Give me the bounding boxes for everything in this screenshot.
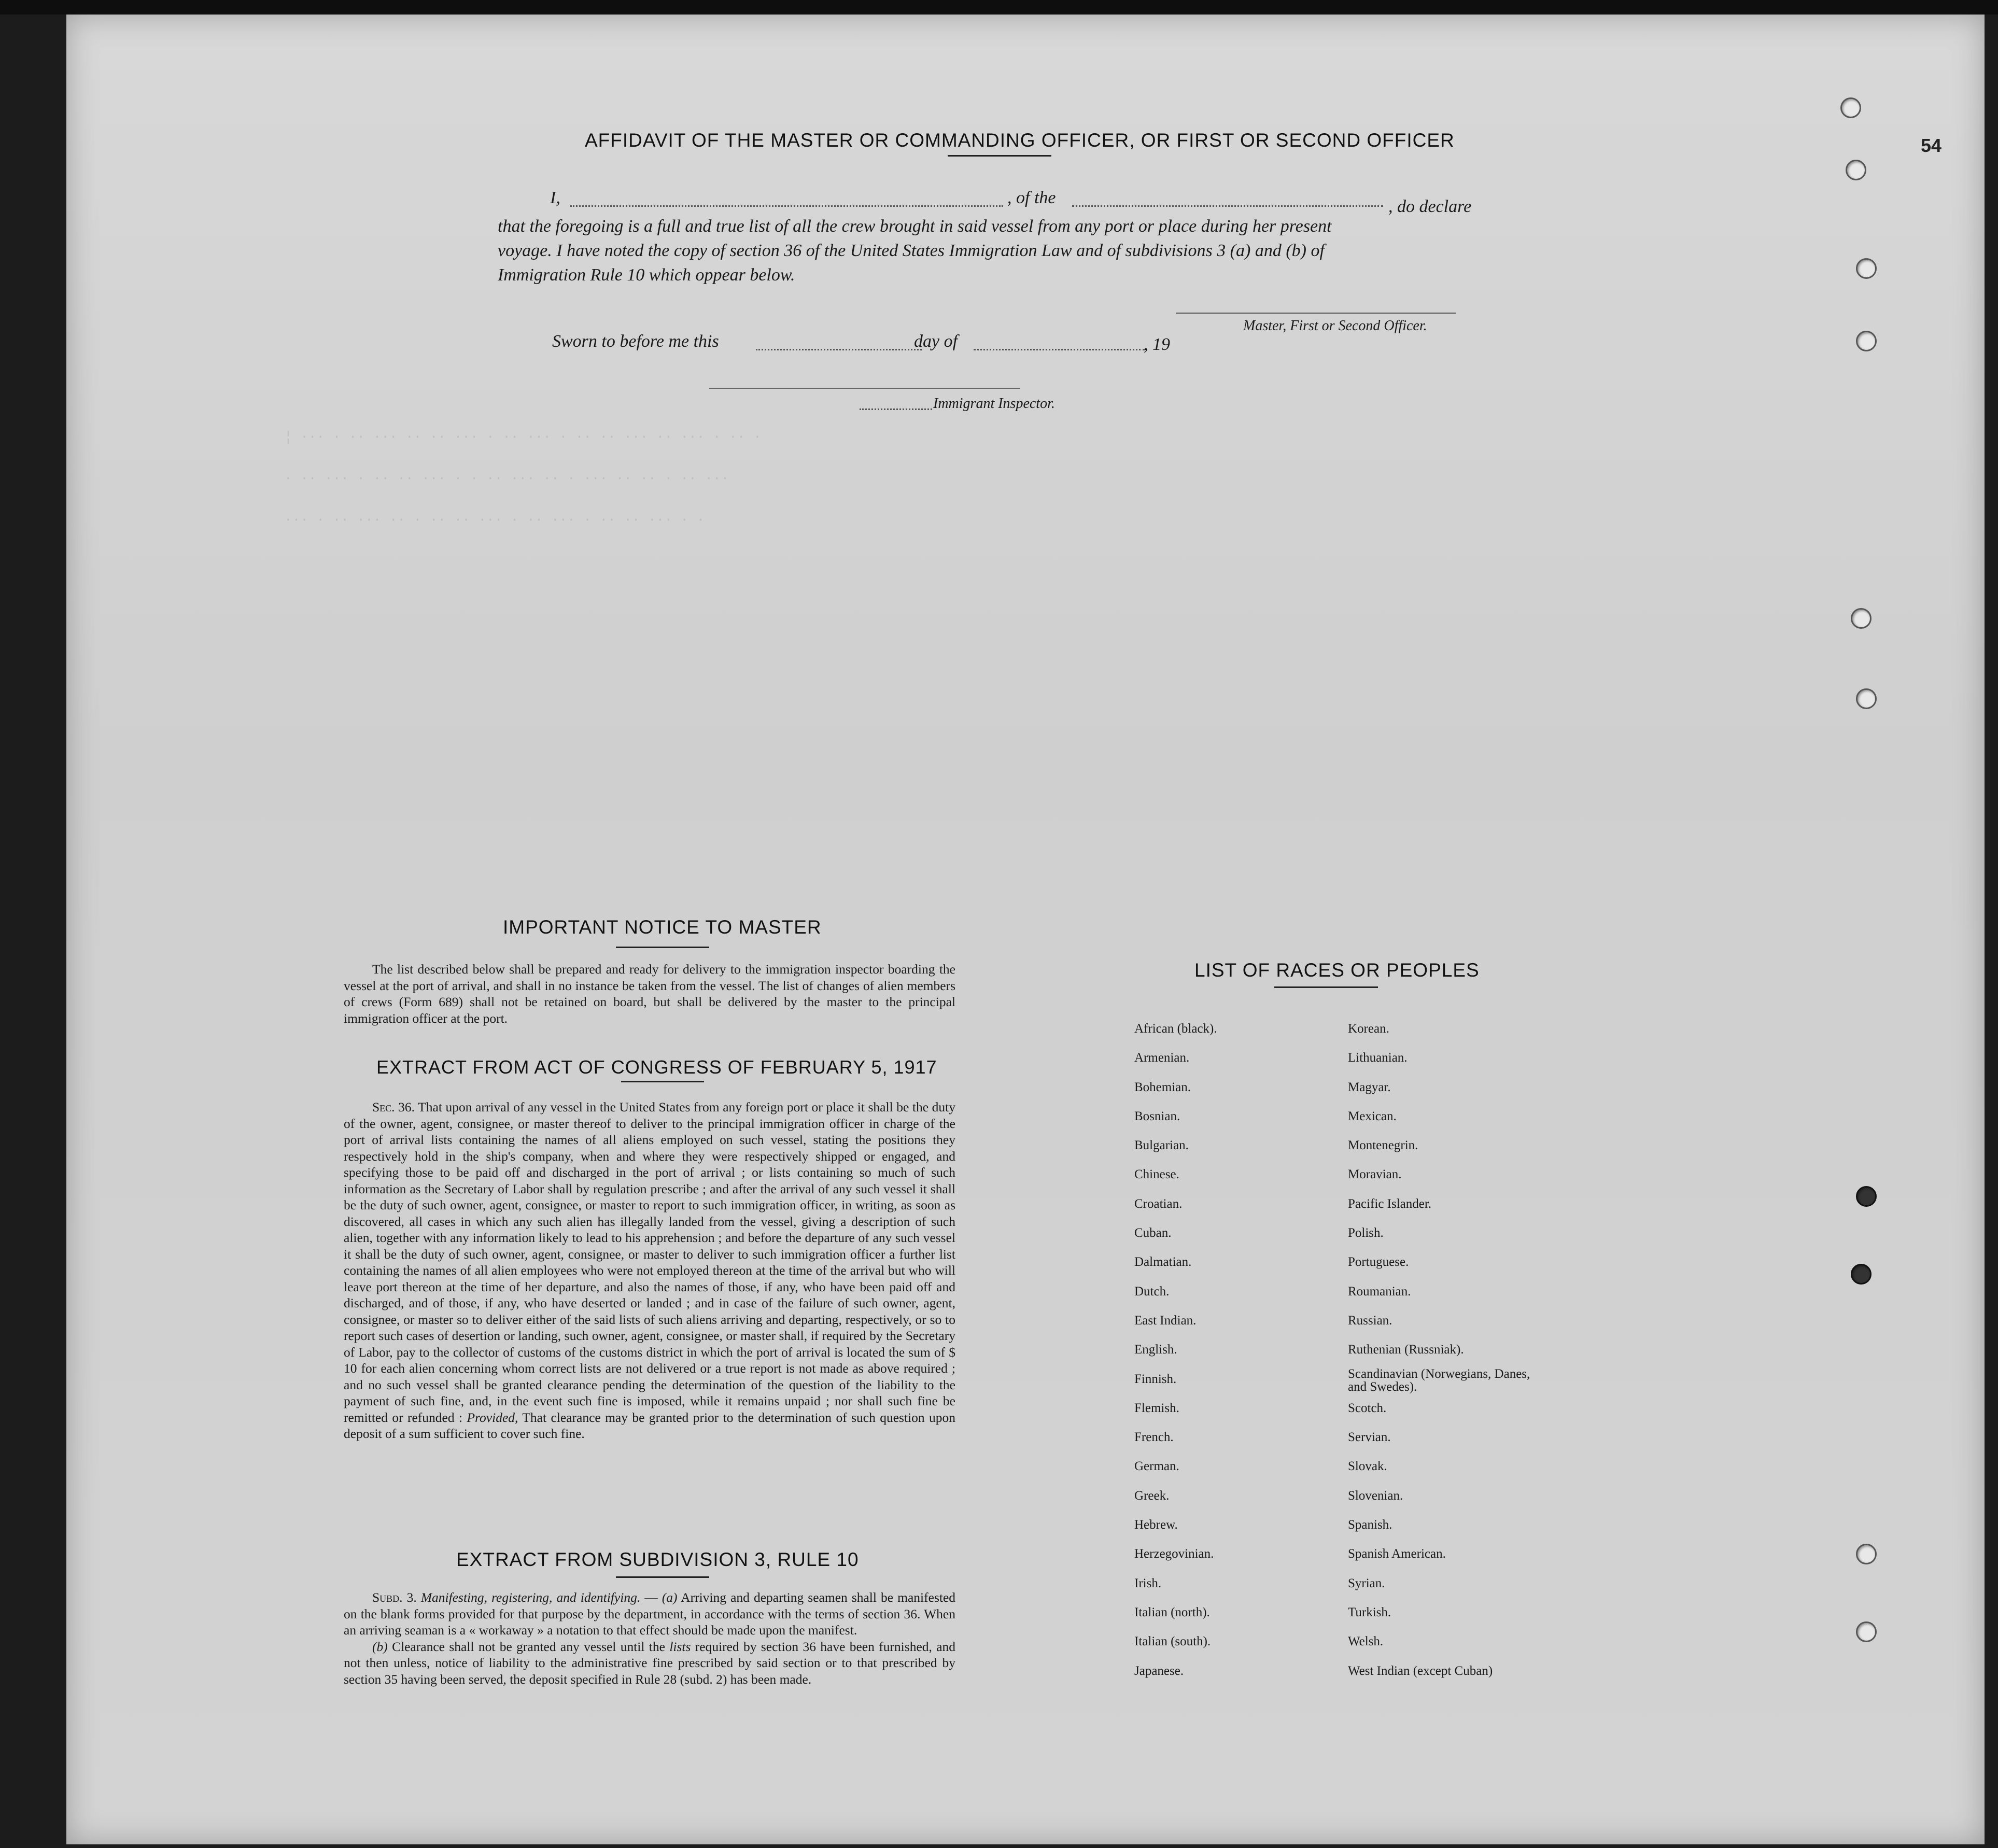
race-item: Moravian. [1348,1167,1402,1182]
race-item: Montenegrin. [1348,1138,1418,1153]
race-item: Magyar. [1348,1080,1391,1094]
name-blank[interactable] [570,205,1003,207]
affidavit-declare-label: , do declare [1388,197,1472,216]
para-b-text-1: Clearance shall not be granted any vessel until the [392,1639,665,1654]
race-item: Ruthenian (Russniak). [1348,1343,1464,1357]
affidavit-title: AFFIDAVIT OF THE MASTER OR COMMANDING OFFICER, OR FIRST OR SECOND OFFICER [585,130,1455,151]
races-title: LIST OF RACES OR PEOPLES [1194,960,1480,981]
race-item: Irish. [1134,1576,1162,1590]
race-item: Dutch. [1134,1284,1170,1299]
affidavit-line-3: voyage. I have noted the copy of section 36 of the United States Immigration Law and of subdivisions 3 (a) and (b) of [498,241,1325,260]
race-item: Portuguese. [1348,1255,1409,1269]
race-item: Servian. [1348,1430,1391,1445]
race-item: Spanish. [1348,1518,1392,1532]
race-item: Japanese. [1134,1663,1184,1678]
sworn-label: Sworn to before me this [552,332,719,351]
bleed-through-text: ¦ ··· · ·· ··· ·· ·· ··· · ·· ··· · ·· ·· ··· ·· ··· · ·· · [284,429,762,445]
page-number: 54 [1921,135,1942,156]
race-item: Italian (north). [1134,1605,1210,1619]
binder-hole [1856,1544,1877,1564]
race-item: Italian (south). [1134,1634,1211,1649]
notice-title: IMPORTANT NOTICE TO MASTER [503,916,822,938]
race-item: African (black). [1134,1022,1217,1036]
race-item: Flemish. [1134,1401,1179,1415]
affidavit-i-label: I, [550,188,560,207]
sworn-day-blank[interactable] [756,349,922,350]
races-column-2 [1348,1014,1545,1686]
para-b-label: (b) [372,1639,388,1654]
day-of-label: day of [914,332,958,351]
manifest-page [66,15,1985,1844]
binder-hole [1856,688,1877,709]
act-extract-title: EXTRACT FROM ACT OF CONGRESS OF FEBRUARY 5, 1917 [376,1056,937,1078]
binder-hole [1840,97,1861,118]
notice-text: The list described below shall be prepared and ready for delivery to the immigration inspector boarding the vessel at the port of arrival, and shall in no instance be taken from the vessel. The list of changes of alien members of crews (Form 689) shall not be retained on board, but shall be delivered by the master to the principal immigration officer at the port. [344,962,955,1026]
para-b-text-2: required by section 36 have been furnished, and not then unless, notice of liability to the administrative fine prescribed by said section or to that prescribed by section 35 having been served, the deposit specified in Rule 28 (subd. 2) has been made. [344,1639,956,1687]
rule-extract-title: EXTRACT FROM SUBDIVISION 3, RULE 10 [456,1549,859,1570]
race-item: Russian. [1348,1313,1392,1328]
race-item: Bohemian. [1134,1080,1191,1094]
bleed-through-text: ··· · ·· ··· ·· · ·· ·· ··· · ·· ··· · ·· ·· ··· · · [284,512,705,528]
rule-extract-text: Subd. 3. Manifesting, registering, and identifying. — (a) Arriving and departing seamen shall be manifested on the blank forms provided for that purpose by the department, in accordance with the terms of section 36. When an arriving seaman is a « workaway » a notation to that effect should be made upon the manifest. (b) Clearance shall not be granted any vessel until the lists required by section 36 have been furnished, and not then unless, notice of liability to the administrative fine prescribed by said section or to that prescribed by section 35 having been served, the deposit specified in Rule 28 (subd. 2) has been made. [344,1590,956,1687]
para-b-lists: lists [669,1639,691,1654]
sec-36-end: That clearance may be granted prior to the determination of such question upon deposit of a sum sufficient to cover such fine. [344,1409,956,1441]
race-item: Bosnian. [1134,1109,1180,1123]
master-signature-line [1176,313,1456,314]
title-underline [616,1576,709,1578]
binder-hole [1856,1186,1877,1207]
title-underline [621,1081,704,1082]
binder-hole [1856,1621,1877,1642]
master-signature-label: Master, First or Second Officer. [1243,318,1427,334]
sec-36-label: Sec. 36. [372,1099,415,1115]
race-item: Hebrew. [1134,1518,1178,1532]
race-item: Slovenian. [1348,1488,1403,1503]
race-item: Spanish American. [1348,1547,1446,1561]
affidavit-line-2: that the foregoing is a full and true list of all the crew brought in said vessel from any port or place during her present [498,217,1332,236]
race-item: Dalmatian. [1134,1255,1192,1269]
binder-hole [1846,160,1866,180]
inspector-blank[interactable] [860,408,932,410]
race-item: Syrian. [1348,1576,1385,1590]
race-item: Pacific Islander. [1348,1196,1432,1211]
subd-title: Manifesting, registering, and identifying. [420,1590,641,1605]
race-item: Slovak. [1348,1459,1387,1474]
bleed-through-text: · ·· ··· · ·· ·· ··· · · ·· ··· ·· · ··· ·· ·· · ·· ··· [284,471,729,486]
title-underline [1274,986,1378,988]
race-item: West Indian (except Cuban) [1348,1663,1493,1678]
race-item: Finnish. [1134,1372,1177,1386]
race-item: Turkish. [1348,1605,1391,1619]
binder-hole [1856,331,1877,351]
sec-36-body: That upon arrival of any vessel in the United States from any foreign port or place it shall be the duty of the owner, agent, consignee, or master thereof to deliver to the principal immigration officer in charge of the port of arrival lists containing the names of all aliens employed on such vessel, stating the positions they respectively hold in the ship's company, when and where they were respectively shipped or engaged, and specifying those to be paid off and discharged in the port of arrival ; or lists containing so much of such information as the Secretary of Labor shall by regulation prescribe ; and after the arrival of any such vessel it shall be the duty of such owner, agent, consignee, or master to report to such immigration officer, in writing, as soon as discovered, all cases in which any such alien has illegally landed from the vessel, giving a description of such alien, together with any information likely to lead to his apprehension ; and before the departure of any such vessel it shall be the duty of such owner, agent, consignee, or master to deliver to such immigration officer a further list containing the names of all alien employees who were not employed thereon at the time of the arrival but who will leave port thereon at the time of her departure, and also the names of those, if any, who have been paid off and discharged, and of those, if any, who have deserted or landed ; and in case of the failure of such owner, agent, consignee, or master so to deliver either of the said lists of such aliens arriving and departing, respectively, or so to report such cases of desertion or landing, such owner, agent, consignee, or master shall, if required by the Secretary of Labor, pay to the collector of customs of the customs district in which the port of arrival is located the sum of $ 10 for each alien concerning whom correct lists are not delivered or a true report is not made as above required ; and no such vessel shall be granted clearance pending the determination of the question of the liability to the payment of such fine, and, in the event such fine is imposed, while it remains unpaid ; nor shall such fine be remitted or refunded : [344,1099,955,1425]
race-item: Polish. [1348,1226,1384,1240]
affidavit-of-the-label: , of the [1007,188,1056,207]
race-item: Cuban. [1134,1226,1172,1240]
scan-top-edge [0,0,1998,15]
race-item: Armenian. [1134,1051,1190,1065]
race-item: Croatian. [1134,1196,1183,1211]
race-item: German. [1134,1459,1179,1474]
race-item: Roumanian. [1348,1284,1411,1299]
affidavit-line-4: Immigration Rule 10 which oppear below. [498,265,795,285]
race-item: English. [1134,1343,1177,1357]
subd-label: Subd. 3. [372,1590,417,1605]
race-item: East Indian. [1134,1313,1197,1328]
title-underline [948,155,1051,157]
binder-hole [1856,258,1877,279]
race-item: Scotch. [1348,1401,1387,1415]
race-item: Bulgarian. [1134,1138,1189,1153]
inspector-signature-line [709,388,1020,389]
races-column-1 [1134,1014,1217,1686]
race-item: Scandinavian (Norwegians, Danes, and Swedes). [1348,1366,1530,1394]
race-item: Korean. [1348,1022,1389,1036]
race-item: Herzegovinian. [1134,1547,1214,1561]
race-item: Chinese. [1134,1167,1179,1182]
race-item: Welsh. [1348,1634,1384,1649]
race-item: French. [1134,1430,1174,1445]
year-label: , 19 [1144,335,1170,354]
race-item: Mexican. [1348,1109,1397,1123]
title-underline [616,947,709,948]
race-item: Greek. [1134,1488,1170,1503]
binder-hole [1851,608,1872,629]
inspector-label: Immigrant Inspector. [933,396,1055,412]
act-extract-text [344,1099,955,1442]
sworn-month-blank[interactable] [974,349,1145,350]
vessel-blank[interactable] [1072,205,1383,207]
para-a-text: Arriving and departing seamen shall be manifested on the blank forms provided for that purpose by the department, in accordance with the terms of section 36. When an arriving seaman is a « workaway » a notation to that effect should be made upon the manifest. [344,1590,956,1638]
binder-hole [1851,1264,1872,1285]
provided-label: Provided, [467,1409,518,1425]
race-item: Lithuanian. [1348,1051,1408,1065]
para-a-label: (a) [662,1590,678,1605]
